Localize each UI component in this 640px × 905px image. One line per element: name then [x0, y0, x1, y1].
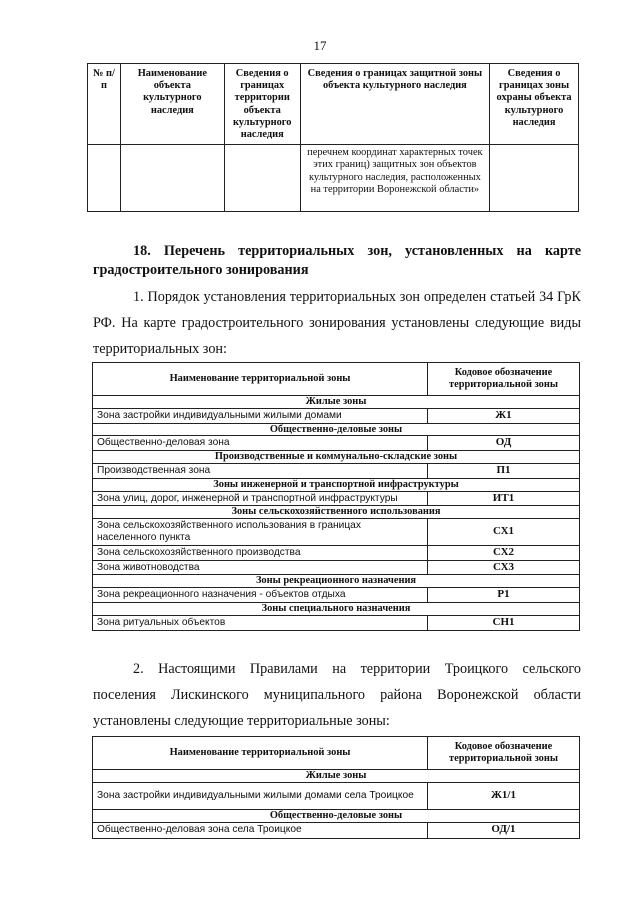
settlement-zones-table — [92, 736, 580, 839]
column-header: Сведения о границах территории объекта культурного наследия — [224, 64, 300, 145]
column-header: Кодовое обозначение территориальной зоны — [428, 363, 580, 396]
section-heading: 18. Перечень территориальных зон, установленных на карте градостроительного зонирования — [93, 243, 581, 278]
page-number: 17 — [313, 38, 327, 53]
zone-name: Зона животноводства — [93, 560, 428, 575]
zone-name: Производственная зона — [93, 463, 428, 478]
category-row — [93, 770, 580, 783]
paragraph: 1. Порядок установления территориальных зон определен статьей 34 ГрК РФ. На карте градостроительного зонирования установлены следующие виды территориальных зон: — [93, 289, 581, 357]
zone-name: Зона сельскохозяйственного использования в границах населенного пункта — [93, 519, 428, 546]
table-cell — [88, 145, 121, 212]
table-row — [93, 463, 580, 478]
zone-name: Зона застройки индивидуальными жилыми домами села Троицкое — [93, 782, 428, 809]
table-row — [93, 545, 580, 560]
category-title: Производственные и коммунально-складские зоны — [93, 451, 580, 464]
zone-code: СН1 — [428, 615, 580, 630]
column-header: Наименование территориальной зоны — [93, 737, 428, 770]
category-title: Зоны специального назначения — [93, 602, 580, 615]
category-title: Зоны рекреационного назначения — [93, 575, 580, 588]
category-row — [93, 423, 580, 436]
table-row — [93, 519, 580, 546]
category-row — [93, 396, 580, 409]
table-row — [93, 408, 580, 423]
column-header: Сведения о границах зоны охраны объекта культурного наследия — [490, 64, 579, 145]
table-cell — [224, 145, 300, 212]
table-cell: перечнем координат характерных точек этих границ) защитных зон объектов культурного наследия, расположенных на территории Воронежской области» — [300, 145, 489, 212]
table-row — [93, 588, 580, 603]
column-header: Наименование объекта культурного наследия — [120, 64, 224, 145]
category-row — [93, 506, 580, 519]
category-title: Жилые зоны — [93, 770, 580, 783]
table-row — [93, 782, 580, 809]
column-header: Наименование территориальной зоны — [93, 363, 428, 396]
zone-name: Зона застройки индивидуальными жилыми домами — [93, 408, 428, 423]
column-header: № п/п — [88, 64, 121, 145]
category-title: Жилые зоны — [93, 396, 580, 409]
table-header-row — [93, 737, 580, 770]
zone-name: Зона сельскохозяйственного производства — [93, 545, 428, 560]
column-header: Кодовое обозначение территориальной зоны — [428, 737, 580, 770]
zone-name: Зона ритуальных объектов — [93, 615, 428, 630]
table-header-row — [88, 64, 579, 145]
category-row — [93, 575, 580, 588]
zone-code: Р1 — [428, 588, 580, 603]
category-title: Общественно-деловые зоны — [93, 809, 580, 822]
table-row — [93, 615, 580, 630]
category-row — [93, 451, 580, 464]
table-header-row — [93, 363, 580, 396]
table-cell — [490, 145, 579, 212]
category-title: Зоны сельскохозяйственного использования — [93, 506, 580, 519]
zone-code: СХ1 — [428, 519, 580, 546]
table-row — [93, 436, 580, 451]
table-row — [93, 822, 580, 838]
zone-code: П1 — [428, 463, 580, 478]
zone-name: Зона улиц, дорог, инженерной и транспортной инфраструктуры — [93, 491, 428, 506]
territorial-zones-table — [92, 362, 580, 631]
table-row — [88, 145, 579, 212]
zone-code: СХ3 — [428, 560, 580, 575]
table-row — [93, 560, 580, 575]
zone-name: Зона рекреационного назначения - объектов отдыха — [93, 588, 428, 603]
category-row — [93, 809, 580, 822]
category-title: Общественно-деловые зоны — [93, 423, 580, 436]
category-title: Зоны инженерной и транспортной инфраструктуры — [93, 478, 580, 491]
category-row — [93, 602, 580, 615]
zone-name: Общественно-деловая зона села Троицкое — [93, 822, 428, 838]
zone-code: ИТ1 — [428, 491, 580, 506]
zone-name: Общественно-деловая зона — [93, 436, 428, 451]
zone-code: СХ2 — [428, 545, 580, 560]
zone-code: Ж1 — [428, 408, 580, 423]
zone-code: ОД/1 — [428, 822, 580, 838]
column-header: Сведения о границах защитной зоны объекта культурного наследия — [300, 64, 489, 145]
zone-code: Ж1/1 — [428, 782, 580, 809]
table-cell — [120, 145, 224, 212]
category-row — [93, 478, 580, 491]
paragraph: 2. Настоящими Правилами на территории Троицкого сельского поселения Лискинского муниципального района Воронежской области установлены следующие территориальные зоны: — [93, 661, 581, 729]
table-row — [93, 491, 580, 506]
cultural-heritage-table — [87, 63, 579, 212]
zone-code: ОД — [428, 436, 580, 451]
